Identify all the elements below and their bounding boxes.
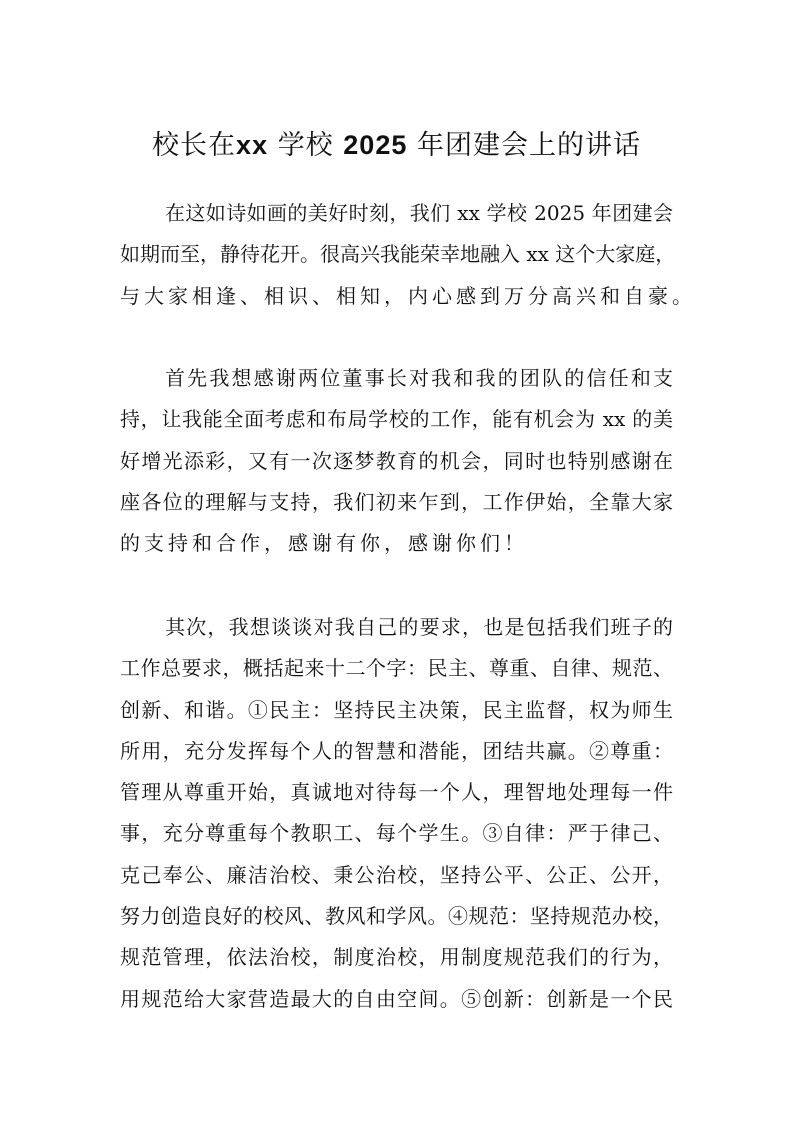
text-line: 创新、和谐。①民主：坚持民主决策，民主监督，权为师生 <box>120 697 673 722</box>
text-line: 其次，我想谈谈对我自己的要求，也是包括我们班子的 <box>165 615 673 639</box>
document-title <box>0 124 793 167</box>
text-line: 规范管理，依法治校，制度治校，用制度规范我们的行为， <box>120 945 673 970</box>
text-line: 好增光添彩，又有一次逐梦教育的机会，同时也特别感谢在 <box>120 448 673 473</box>
title-text: 年团建会上的讲话 <box>416 130 641 161</box>
title-text: xx <box>236 130 269 160</box>
title-text: 校长在 <box>152 130 237 161</box>
paragraph-3 <box>120 607 673 1020</box>
text-line: 用规范给大家营造最大的自由空间。⑤创新：创新是一个民 <box>120 986 673 1011</box>
text-line: 与大家相逢、相识、相知，内心感到万分高兴和自豪。 <box>120 283 696 308</box>
text-line: 努力创造良好的校风、教风和学风。④规范：坚持规范办校， <box>120 904 673 929</box>
text-line: 的支持和合作，感谢有你，感谢你们！ <box>120 531 528 556</box>
text-line: 座各位的理解与支持，我们初来乍到，工作伊始，全靠大家 <box>120 489 673 514</box>
text-line: 持，让我能全面考虑和布局学校的工作，能有机会为 xx 的美 <box>120 407 673 432</box>
text-line: 在这如诗如画的美好时刻，我们 xx 学校 2025 年团建会 <box>165 201 673 225</box>
text-line: 克己奉公、廉洁治校、秉公治校，坚持公平、公正、公开， <box>120 862 673 887</box>
paragraph-1 <box>120 193 696 317</box>
text-line: 所用，充分发挥每个人的智慧和潜能，团结共赢。②尊重： <box>120 738 673 763</box>
text-line: 首先我想感谢两位董事长对我和我的团队的信任和支 <box>165 366 673 390</box>
text-line: 工作总要求，概括起来十二个字：民主、尊重、自律、规范、 <box>120 656 673 681</box>
text-line: 如期而至，静待花开。很高兴我能荣幸地融入 xx 这个大家庭， <box>120 242 676 267</box>
text-line: 管理从尊重开始，真诚地对待每一个人，理智地处理每一件 <box>120 780 673 805</box>
title-text: 学校 <box>277 130 334 161</box>
title-text: 2025 <box>343 130 408 160</box>
paragraph-2 <box>120 358 673 564</box>
text-line: 事，充分尊重每个教职工、每个学生。③自律：严于律己、 <box>120 821 673 846</box>
